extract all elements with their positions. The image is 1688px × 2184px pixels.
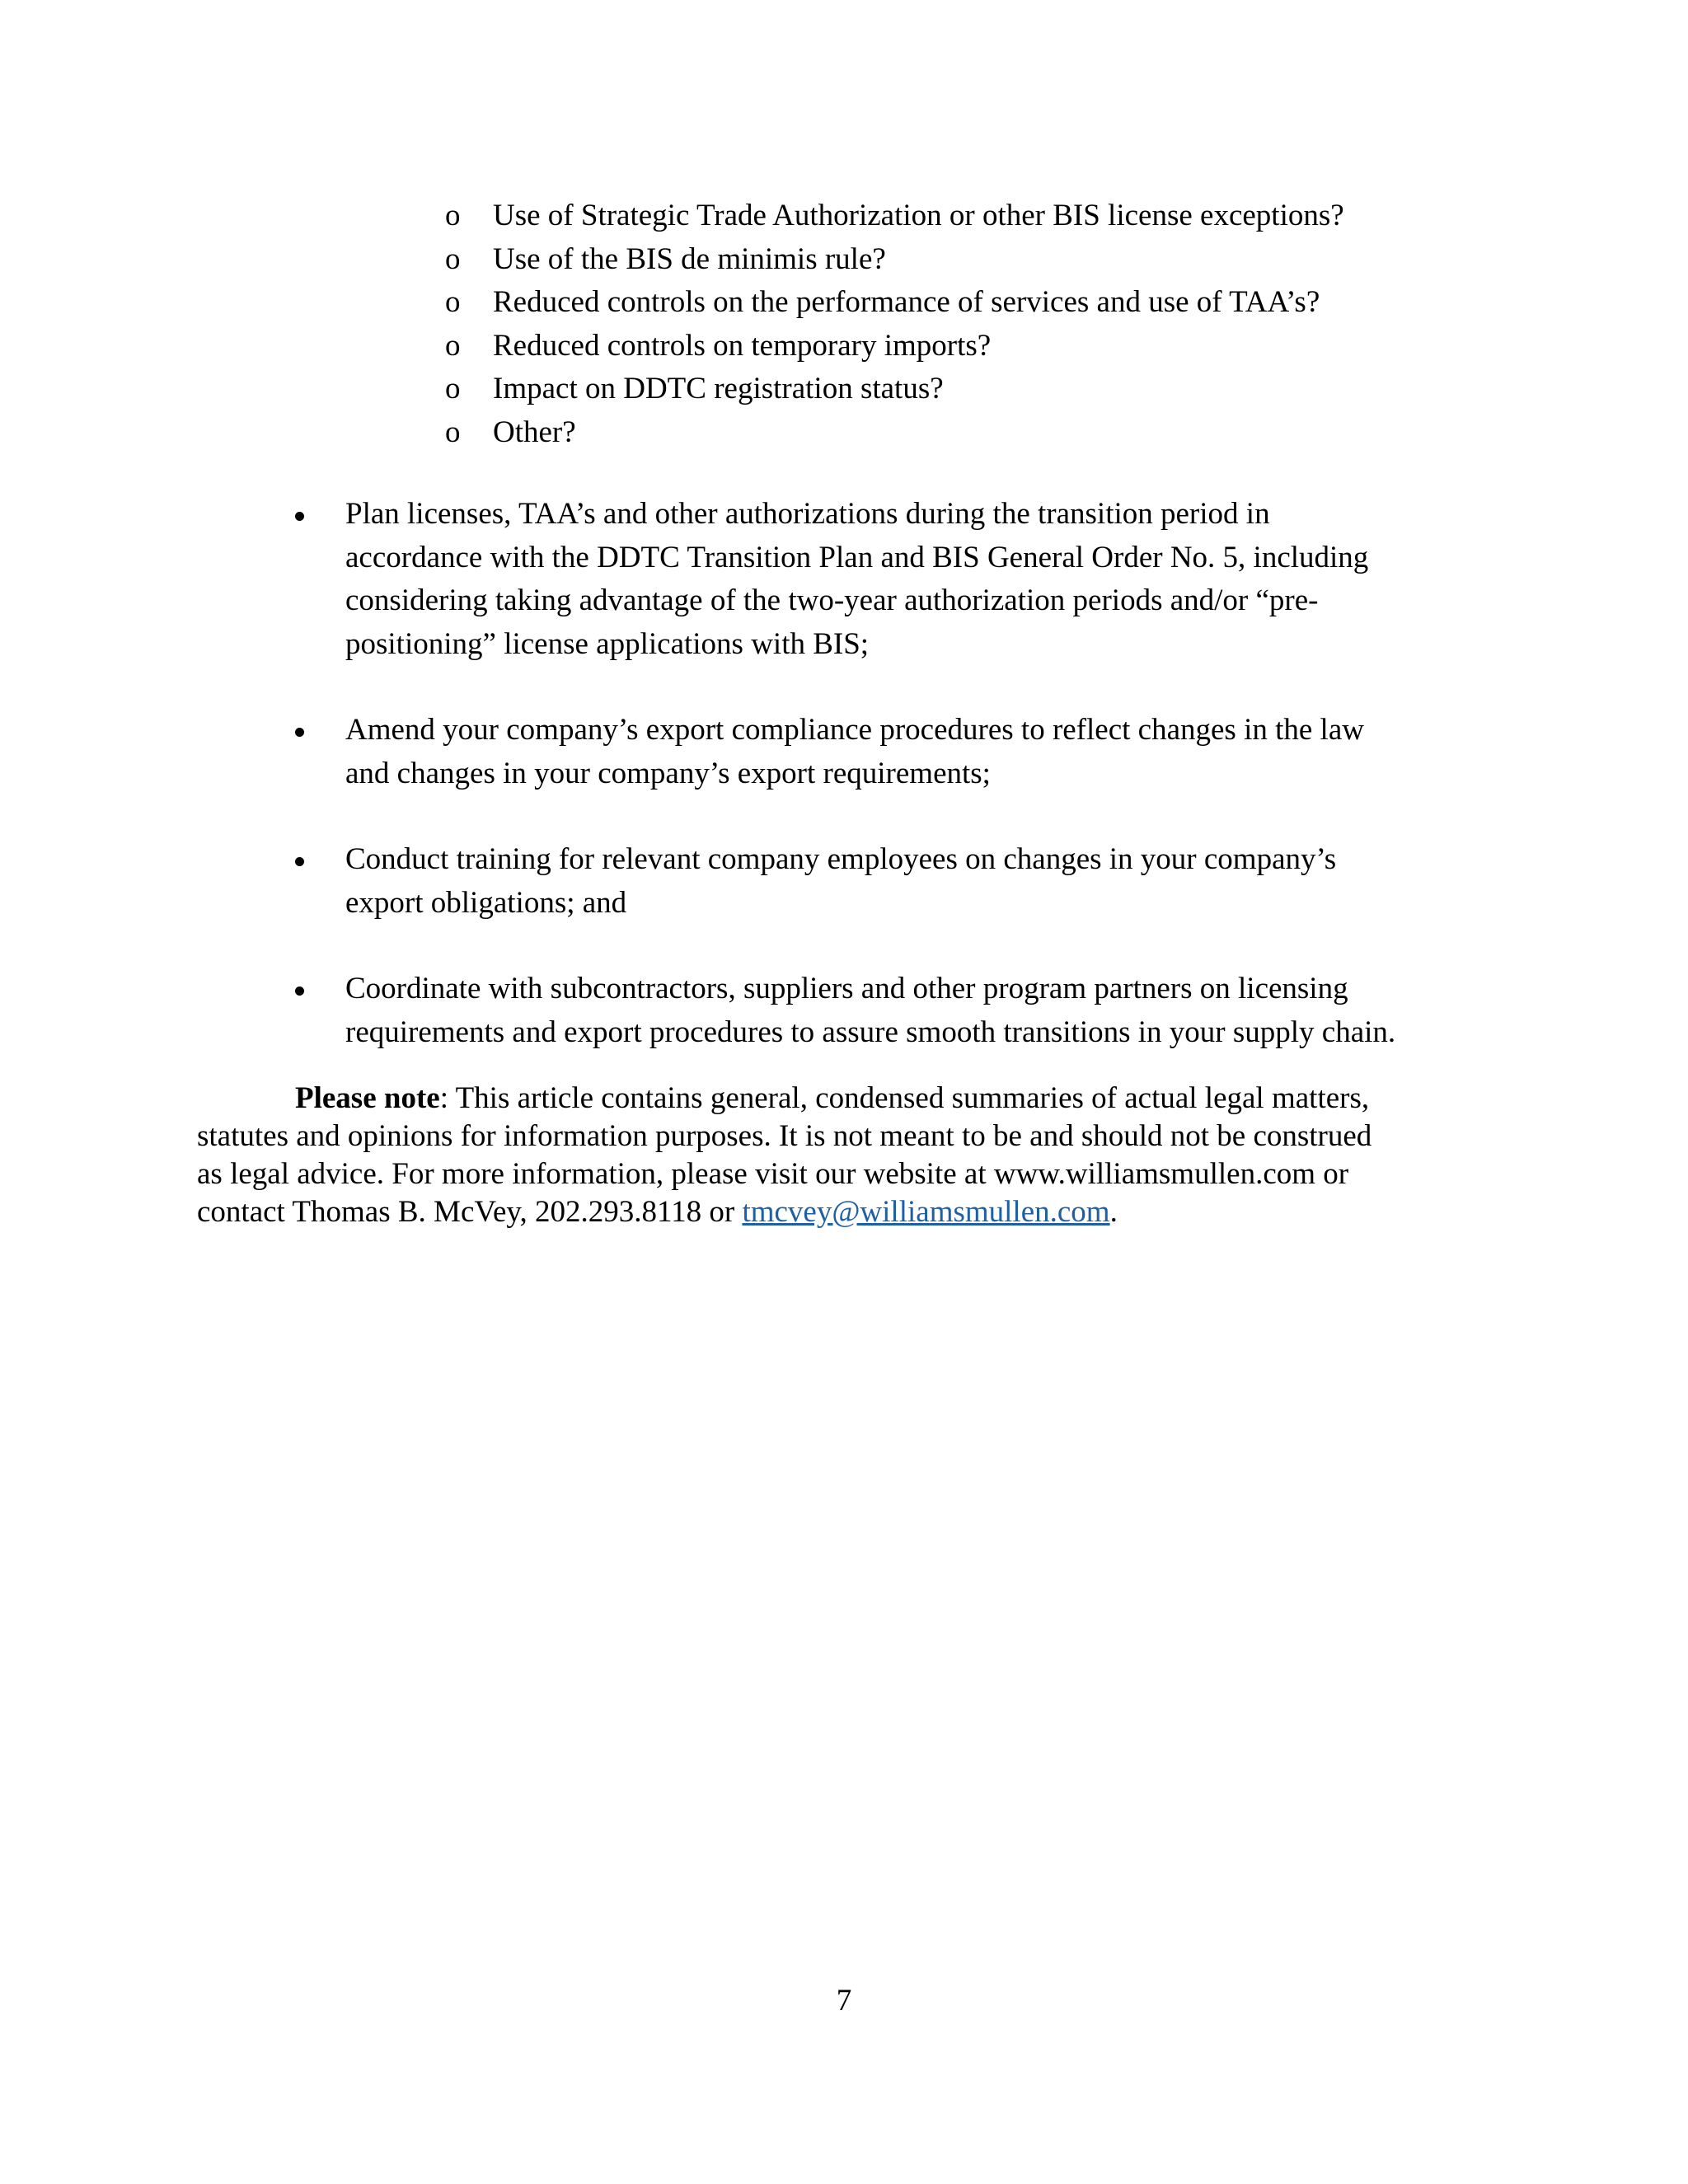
note-text: . [1109, 1195, 1118, 1229]
bullet-item [293, 493, 1497, 666]
sub-bullet-text: Impact on DDTC registration status? [493, 372, 944, 405]
bullet-line: and changes in your company’s export requirements; [345, 756, 991, 790]
hollow-bullet-icon: o [445, 199, 461, 232]
bullet-line: requirements and export procedures to assure smooth transitions in your supply chain. [345, 1015, 1396, 1049]
bullet-icon [295, 987, 304, 996]
sub-bullet-item [437, 411, 1508, 455]
sub-bullet-item [437, 368, 1508, 411]
note-line [197, 1193, 1516, 1231]
hollow-bullet-icon: o [445, 415, 461, 449]
bullet-line: Plan licenses, TAA’s and other authorizations during the transition period in [345, 497, 1270, 531]
sub-bullet-text: Reduced controls on temporary imports? [493, 328, 992, 363]
sub-bullet-list [437, 194, 1508, 454]
bullet-icon [295, 857, 304, 866]
sub-bullet-text: Reduced controls on the performance of services and use of TAA’s? [493, 285, 1320, 319]
note-line: as legal advice. For more information, please visit our website at www.williamsmullen.com or [197, 1157, 1349, 1191]
sub-bullet-text: Other? [493, 415, 576, 449]
disclaimer-note [197, 1080, 1516, 1231]
sub-bullet-item [437, 238, 1508, 282]
hollow-bullet-icon: o [445, 372, 461, 405]
hollow-bullet-icon: o [445, 328, 461, 363]
bullet-line: Coordinate with subcontractors, suppliers and other program partners on licensing [345, 972, 1348, 1005]
note-text: : This article contains general, condensed summaries of actual legal matters, [439, 1081, 1370, 1115]
note-line: statutes and opinions for information purposes. It is not meant to be and should not be construed [197, 1119, 1372, 1153]
hollow-bullet-icon: o [445, 285, 461, 319]
bullet-line: considering taking advantage of the two-year authorization periods and/or “pre- [345, 583, 1319, 617]
sub-bullet-item [437, 194, 1508, 238]
page-number: 7 [836, 1984, 852, 2018]
bullet-item [293, 838, 1497, 925]
bullet-icon [295, 728, 304, 737]
bullet-line: export obligations; and [345, 885, 627, 920]
sub-bullet-text: Use of the BIS de minimis rule? [493, 241, 886, 276]
note-text: contact Thomas B. McVey, 202.293.8118 or [197, 1195, 743, 1229]
sub-bullet-item [437, 281, 1508, 325]
bullet-line: Amend your company’s export compliance procedures to reflect changes in the law [345, 713, 1364, 747]
sub-bullet-text: Use of Strategic Trade Authorization or other BIS license exceptions? [493, 199, 1344, 232]
note-label: Please note [295, 1081, 440, 1115]
email-link[interactable]: tmcvey@williamsmullen.com [742, 1195, 1110, 1229]
bullet-item [293, 709, 1497, 795]
bullet-line: accordance with the DDTC Transition Plan and BIS General Order No. 5, including [345, 540, 1369, 574]
bullet-line: positioning” license applications with BIS; [345, 626, 870, 661]
hollow-bullet-icon: o [445, 241, 461, 276]
bullet-icon [295, 512, 304, 521]
note-line [197, 1080, 1516, 1118]
sub-bullet-item [437, 325, 1508, 368]
bullet-line: Conduct training for relevant company employees on changes in your company’s [345, 842, 1337, 876]
bullet-item [293, 968, 1497, 1054]
bullet-list [293, 493, 1497, 1097]
